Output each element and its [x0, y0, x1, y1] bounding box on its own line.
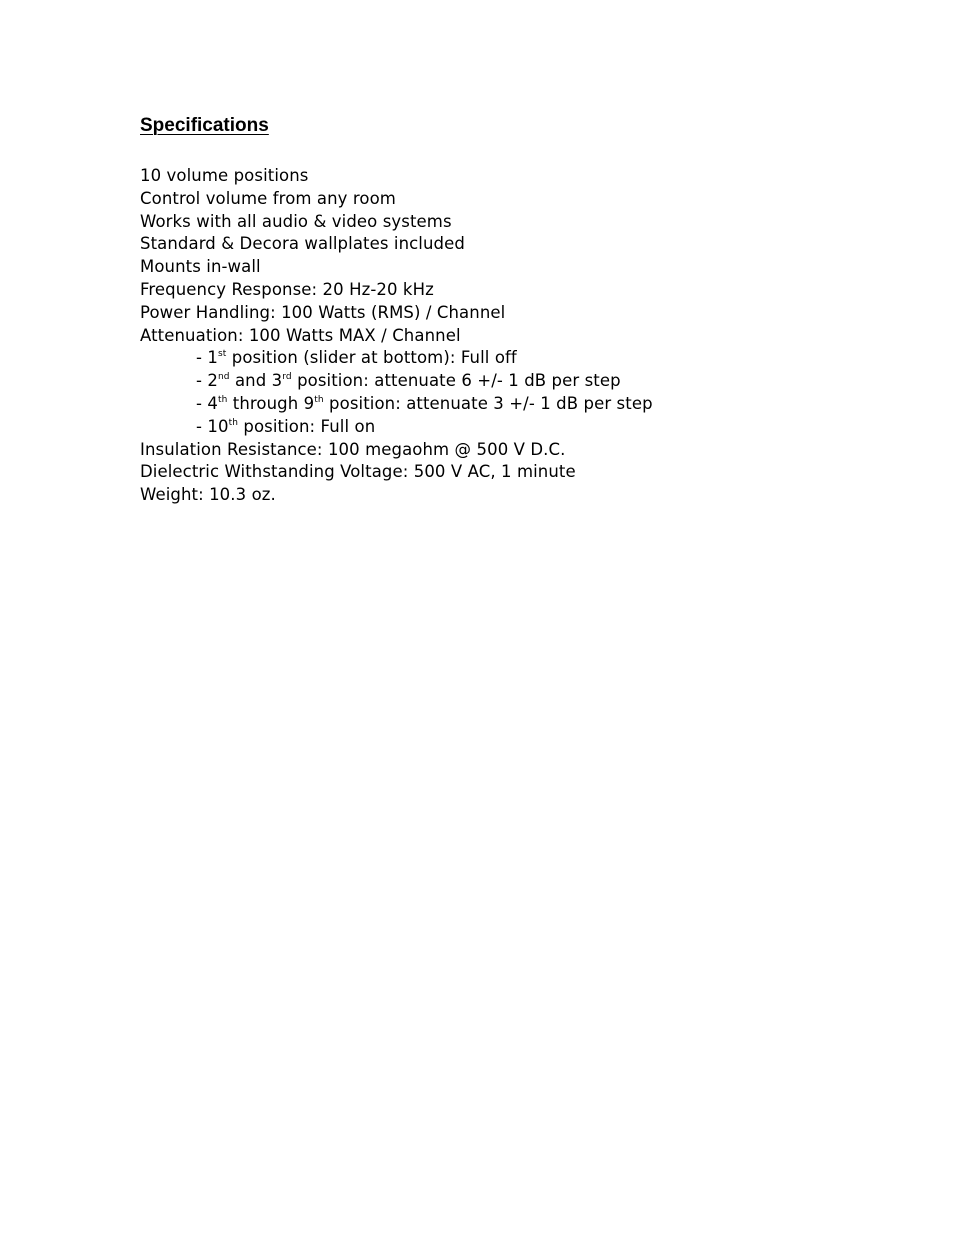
document-page [140, 112, 840, 505]
step-4-text: position: Full on [238, 416, 376, 436]
spec-control-any-room: Control volume from any room [140, 188, 396, 208]
step-2-prefix: - 2 [196, 371, 218, 391]
attenuation-step-4 [140, 416, 840, 439]
step-4-ordinal: th [228, 417, 239, 428]
step-3-mid: through 9 [227, 393, 315, 413]
spec-weight: Weight: 10.3 oz. [140, 485, 276, 505]
spec-volume-positions: 10 volume positions [140, 166, 309, 185]
step-2-ordinal-a: nd [218, 372, 230, 383]
spec-power-handling: Power Handling: 100 Watts (RMS) / Channel [140, 302, 506, 322]
step-2-ordinal-b: rd [282, 372, 292, 383]
page-title: Specifications [140, 115, 269, 136]
attenuation-step-1 [140, 347, 840, 370]
step-3-ordinal-b: th [314, 394, 324, 405]
step-1-prefix: - 1 [196, 348, 218, 368]
step-1-text: position (slider at bottom): Full off [226, 348, 517, 368]
step-4-prefix: - 10 [196, 416, 229, 436]
spec-frequency-response: Frequency Response: 20 Hz-20 kHz [140, 279, 434, 299]
spec-wallplates: Standard & Decora wallplates included [140, 234, 465, 254]
spec-list [140, 165, 840, 507]
spec-compatibility: Works with all audio & video systems [140, 211, 452, 231]
spec-insulation-resistance: Insulation Resistance: 100 megaohm @ 500 V D.C. [140, 439, 566, 459]
attenuation-step-3 [140, 393, 840, 416]
attenuation-step-2 [140, 370, 840, 393]
spec-attenuation: Attenuation: 100 Watts MAX / Channel [140, 325, 461, 345]
step-2-text: position: attenuate 6 +/- 1 dB per step [291, 371, 621, 391]
step-3-text: position: attenuate 3 +/- 1 dB per step [323, 393, 653, 413]
step-1-ordinal: st [218, 349, 227, 360]
spec-mounting: Mounts in-wall [140, 257, 261, 277]
step-2-mid: and 3 [229, 371, 283, 391]
step-3-prefix: - 4 [196, 393, 218, 413]
spec-dielectric-voltage: Dielectric Withstanding Voltage: 500 V AC, 1 minute [140, 462, 576, 482]
step-3-ordinal-a: th [218, 394, 228, 405]
